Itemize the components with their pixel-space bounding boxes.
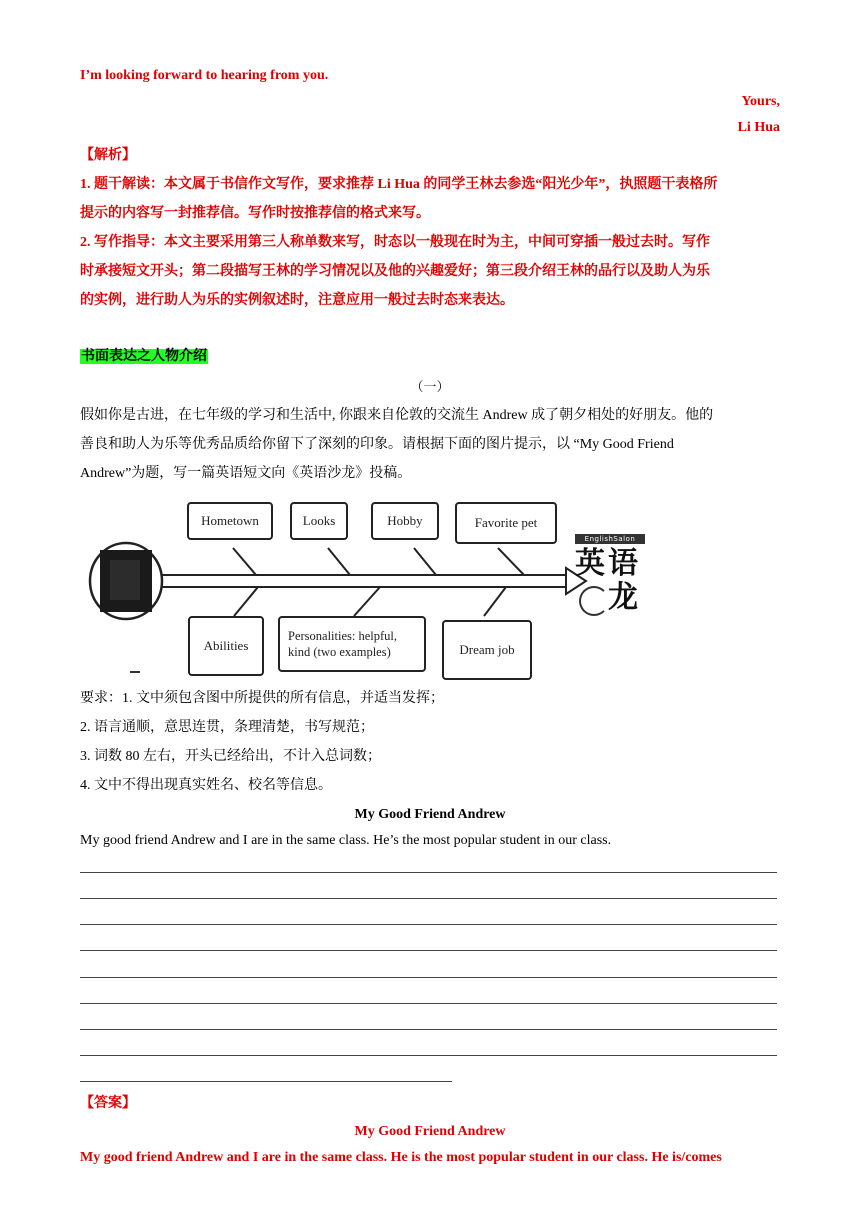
diagram-box-personalities [278,616,426,672]
logo-char-3: 龙 [608,580,638,615]
requirement-1: 要求：1. 文中须包含图中所提供的所有信息，并适当发挥； [80,691,444,706]
diagram-box-abilities: Abilities [188,616,264,676]
section-title-row [80,347,780,367]
diagram-bone [354,587,380,616]
section-highlight-title: 书面表达之人物介绍 [81,349,207,364]
writing-blank-line[interactable] [80,1081,452,1082]
answer-line-1: My good friend Andrew and I are in the same class. He is the most popular student in our class. He is/comes [80,1150,722,1165]
letter-signature-name: Li Hua [737,120,780,135]
requirement-2: 2. 语言通顺，意思连贯，条理清楚，书写规范； [80,720,374,735]
writing-blank-line[interactable] [80,1029,777,1030]
letter-closing-line: I’m looking forward to hearing from you. [80,68,329,83]
logo-swirl [579,586,609,616]
analysis-point1-line2: 提示的内容写一封推荐信。写作时按推荐信的格式来写。 [80,206,430,221]
answer-heading: 【答案】 [80,1096,136,1111]
essay-title: My Good Friend Andrew [354,807,506,822]
diagram-bone [328,548,350,575]
diagram-bone [234,587,258,616]
english-salon-logo [575,534,645,618]
section-number: （一） [410,379,450,394]
prompt-line-3: Andrew”为题，写一篇英语短文向《英语沙龙》投稿。 [80,466,412,481]
writing-blank-line[interactable] [80,1055,777,1056]
writing-blank-line[interactable] [80,977,777,978]
letter-sign-off: Yours, [741,94,780,109]
diagram-box-hobby: Hobby [371,502,439,540]
diagram-personalities-line2: kind (two examples) [288,645,391,659]
diagram-box-dream-job: Dream job [442,620,532,680]
analysis-point2-line2: 时承接短文开头；第二段描写王林的学习情况以及他的兴趣爱好；第三段介绍王林的品行以及助人为乐 [80,264,710,279]
requirement-3: 3. 词数 80 左右，开头已经给出，不计入总词数； [80,749,381,764]
diagram-bone [414,548,436,575]
writing-blank-line[interactable] [80,950,777,951]
writing-blank-line[interactable] [80,872,777,873]
analysis-point2-line3: 的实例，进行助人为乐的实例叙述时，注意应用一般过去时态来表达。 [80,293,514,308]
analysis-point1-line1: 1. 题干解读：本文属于书信作文写作，要求推荐 Li Hua 的同学王林去参选“阳光少年”，执照题干表格所 [80,177,718,192]
diagram-bone [233,548,256,575]
logo-small-text: EnglishSalon [575,534,645,544]
diagram-box-favorite-pet: Favorite pet [455,502,557,544]
writing-blank-line[interactable] [80,1003,777,1004]
prompt-line-2: 善良和助人为乐等优秀品质给你留下了深刻的印象。请根据下面的图片提示，以 “My Good Friend [80,437,674,452]
writing-blank-line[interactable] [80,898,777,899]
prompt-line-1: 假如你是古进，在七年级的学习和生活中, 你跟来自伦敦的交流生 Andrew 成了朝夕相处的好朋友。他的 [80,408,714,423]
essay-opening: My good friend Andrew and I are in the same class. He’s the most popular student in our class. [80,833,612,848]
answer-title: My Good Friend Andrew [354,1124,506,1139]
logo-char-1: 英 [575,546,605,581]
requirement-4: 4. 文中不得出现真实姓名、校名等信息。 [80,778,332,793]
diagram-personalities-line1: Personalities: helpful, [288,629,398,643]
diagram-box-hometown: Hometown [187,502,273,540]
analysis-point2-line1: 2. 写作指导：本文主要采用第三人称单数来写，时态以一般现在时为主，中间可穿插一般过去时。写作 [80,235,710,250]
writing-blank-line[interactable] [80,924,777,925]
diagram-bone [498,548,524,575]
diagram-box-looks: Looks [290,502,348,540]
analysis-heading: 【解析】 [80,148,136,163]
diagram-bone [484,587,506,616]
logo-char-2: 语 [608,546,638,581]
